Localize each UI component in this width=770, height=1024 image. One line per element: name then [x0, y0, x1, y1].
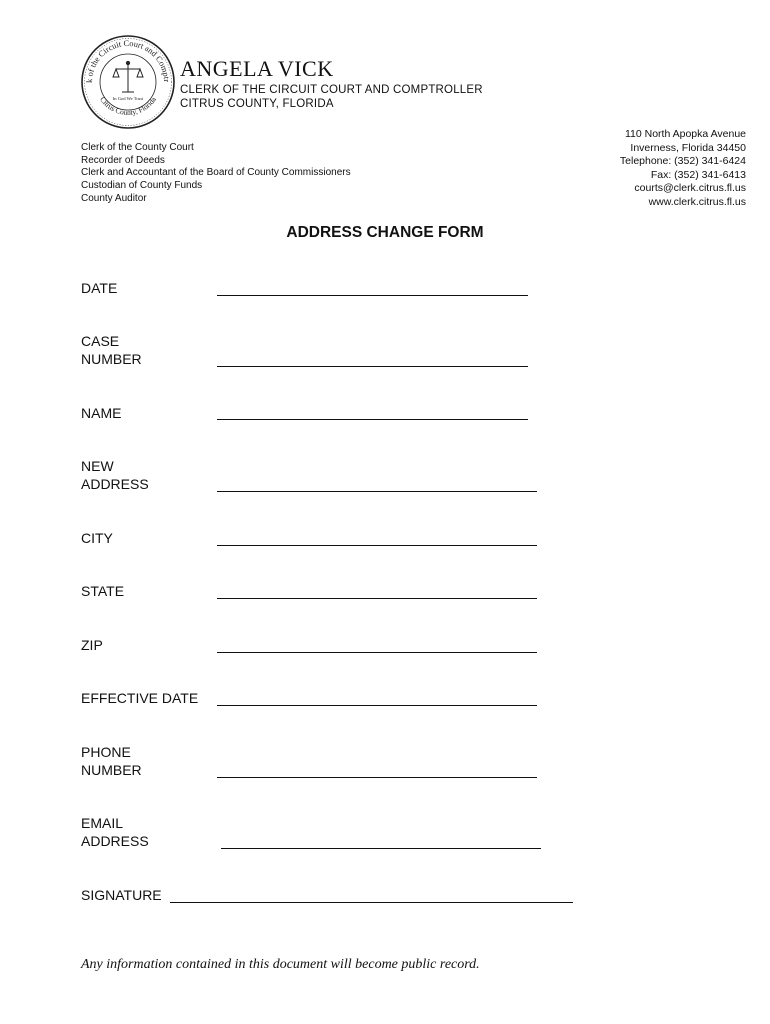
county-seal: [80, 34, 176, 130]
office-title-line1: CLERK OF THE CIRCUIT COURT AND COMPTROLLER: [180, 84, 483, 96]
roles-list: [81, 142, 351, 206]
seal-ring-text: k of the Circuit Court and Comptr: [84, 38, 172, 84]
seal-motto: In God We Trust: [112, 96, 144, 101]
office-title-line2: CITRUS COUNTY, FLORIDA: [180, 98, 334, 110]
name-label: NAME: [81, 405, 122, 421]
contact-city: Inverness, Florida 34450: [630, 141, 746, 154]
role-item: County Auditor: [81, 192, 147, 204]
date-field[interactable]: [217, 295, 528, 296]
effective-date-label: EFFECTIVE DATE: [81, 690, 199, 706]
email-address-label-line2: ADDRESS: [81, 833, 149, 849]
contact-street: 110 North Apopka Avenue: [624, 128, 746, 140]
phone-number-label-line2: NUMBER: [81, 762, 142, 778]
form-title: ADDRESS CHANGE FORM: [286, 224, 484, 241]
contact-telephone: Telephone: (352) 341-6424: [619, 155, 746, 167]
new-address-label-line1: NEW: [81, 458, 114, 474]
email-address-field[interactable]: [221, 848, 541, 849]
seal-graphic: [80, 34, 176, 130]
city-label: CITY: [81, 530, 113, 546]
role-item: Clerk of the County Court: [81, 142, 194, 153]
clerk-name: ANGELA VICK: [180, 56, 334, 81]
case-number-label-line1: CASE: [81, 333, 120, 349]
public-record-notice: Any information contained in this document will become public record.: [81, 957, 480, 972]
city-field[interactable]: [217, 545, 537, 546]
case-number-field[interactable]: [217, 366, 528, 367]
email-address-label-line1: EMAIL: [81, 815, 124, 831]
contact-block: [620, 128, 746, 209]
svg-text:Clerk of the Circuit Court and: [80, 34, 171, 83]
zip-label: ZIP: [81, 637, 103, 653]
effective-date-field[interactable]: [217, 705, 537, 706]
state-field[interactable]: [217, 598, 537, 599]
role-item: Recorder of Deeds: [81, 154, 165, 166]
case-number-label-line2: NUMBER: [81, 351, 142, 367]
signature-label: SIGNATURE: [81, 887, 162, 903]
phone-number-field[interactable]: [217, 777, 537, 778]
zip-field[interactable]: [217, 652, 537, 653]
contact-fax: Fax: (352) 341-6413: [650, 168, 746, 181]
contact-website: www.clerk.citrus.fl.us: [648, 195, 746, 208]
scales-of-justice-icon: [113, 61, 143, 92]
signature-field[interactable]: [170, 902, 573, 903]
date-label: DATE: [81, 280, 118, 296]
phone-number-label-line1: PHONE: [81, 744, 131, 760]
seal-bottom-text: Citrus County, Florida: [98, 95, 158, 117]
name-field[interactable]: [217, 419, 528, 420]
role-item: Custodian of County Funds: [81, 180, 203, 192]
new-address-field[interactable]: [217, 491, 537, 492]
new-address-label-line2: ADDRESS: [81, 476, 149, 492]
contact-email: courts@clerk.citrus.fl.us: [634, 182, 746, 194]
role-item: Clerk and Accountant of the Board of County Commissioners: [81, 167, 351, 179]
state-label: STATE: [81, 583, 125, 599]
